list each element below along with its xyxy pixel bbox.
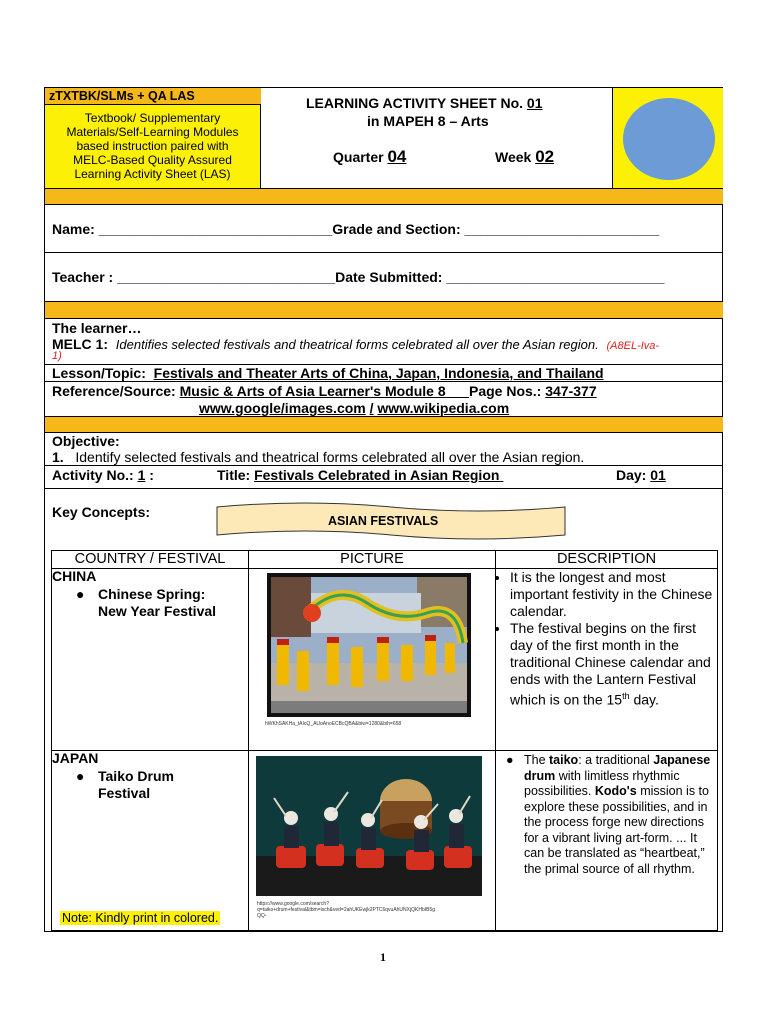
objective-text: Identify selected festivals and theatrical forms celebrated all over the Asian region. [75, 449, 585, 465]
description-bold: Japanese drum [524, 753, 711, 783]
link-separator: / [369, 400, 374, 416]
teacher-label: Teacher : [52, 269, 118, 285]
key-concepts-label: Key Concepts: [52, 504, 151, 520]
description-text: mission is to explore these possibilities, and in the process forge new directions for a vibrant living art-form. ... It can be translated as “heartbeat,” the primal source of all rhythm. [524, 784, 709, 876]
date-field[interactable]: ____________________________ [446, 269, 665, 285]
festival-table [51, 550, 718, 931]
festival-line: Festival [98, 785, 151, 801]
grade-field[interactable]: _________________________ [464, 221, 660, 237]
week-label: Week [495, 149, 536, 165]
header-title-box [261, 88, 612, 188]
day-label: Day: [616, 467, 647, 483]
quarter [333, 147, 406, 167]
source-desc-line: Learning Activity Sheet (LAS) [74, 167, 231, 181]
festival-line: Chinese Spring: [98, 586, 206, 602]
name-field[interactable]: ______________________________ [98, 221, 333, 237]
header-left-box [45, 88, 261, 188]
caption-line: https://www.google.com/search? [257, 901, 329, 907]
activity-title: Festivals Celebrated in Asian Region [254, 467, 500, 483]
activity-number: 1 [137, 467, 146, 483]
sheet-title-text: LEARNING ACTIVITY SHEET No. [306, 95, 527, 111]
melc-code: (A8EL-Iva- [606, 340, 660, 352]
reference-row [52, 383, 597, 399]
source-tag: zTXTBK/SLMs + QA LAS [45, 88, 261, 105]
description-cell [496, 569, 718, 751]
row-divider [45, 252, 723, 253]
melc-row [52, 336, 659, 352]
quarter-label: Quarter [333, 149, 388, 165]
reference-links [199, 400, 509, 416]
grade-label: Grade and Section: [332, 221, 465, 237]
lesson-label: Lesson/Topic: [52, 365, 146, 381]
description-list [496, 569, 717, 709]
sheet-subject: in MAPEH 8 – Arts [367, 113, 489, 129]
google-link[interactable]: www.google/images.com [199, 400, 366, 416]
source-desc-line: Materials/Self-Learning Modules [66, 125, 239, 139]
source-desc-line: MELC-Based Quality Assured [73, 153, 232, 167]
column-header: DESCRIPTION [496, 551, 718, 569]
quarter-value: 04 [387, 147, 407, 166]
objective-label: Objective: [52, 433, 120, 449]
description-bold: Kodo's [594, 784, 637, 798]
melc-label: MELC 1: [52, 336, 108, 352]
header-logo-box [612, 88, 723, 188]
week-value: 02 [535, 147, 555, 166]
name-row [52, 221, 659, 237]
source-desc-line: Textbook/ Supplementary [84, 111, 221, 125]
reference-label: Reference/Source: [52, 383, 176, 399]
logo-placeholder [623, 98, 715, 180]
table-row [52, 751, 718, 931]
week [495, 147, 554, 167]
wikipedia-link[interactable]: www.wikipedia.com [377, 400, 510, 416]
activity-title-label: Title: [217, 467, 251, 483]
banner-text: ASIAN FESTIVALS [328, 514, 439, 528]
source-description [45, 105, 260, 188]
name-label: Name: [52, 221, 99, 237]
chinese-new-year-photo [267, 573, 471, 717]
description-item [510, 620, 717, 709]
festival-name: ● Taiko Drum Festival [52, 768, 248, 802]
table-header-row [52, 551, 718, 569]
description-text: The festival begins on the first day of the first month in the traditional Chinese calendar and ends with the Lantern Festival which is on the 15 [510, 620, 711, 708]
print-note: Note: Kindly print in colored. [62, 911, 219, 925]
image-source-caption: hWKhSAKHa_tAIcQ_AUoAnoECBcQBA&biw=1280&bih=658 [265, 721, 402, 727]
row-divider [45, 488, 723, 489]
description-text: : a traditional [578, 753, 654, 767]
lesson-row [52, 365, 604, 381]
activity-number-row [52, 467, 154, 483]
picture-cell [249, 751, 496, 931]
melc-text: Identifies selected festivals and theatrical forms celebrated all over the Asian region. [115, 337, 599, 352]
festival-line: Taiko Drum [98, 768, 174, 784]
festival-name: ● Chinese Spring: New Year Festival [52, 586, 248, 620]
divider-band [45, 188, 723, 205]
page-numbers: 347-377 [545, 383, 597, 399]
divider-band [45, 301, 723, 319]
date-label: Date Submitted: [335, 269, 447, 285]
divider-band [45, 416, 723, 433]
melc-code-cont: 1) [52, 350, 62, 362]
caption-line: QQ- [257, 913, 267, 919]
lesson-value: Festivals and Theater Arts of China, Japan, Indonesia, and Thailand [153, 365, 604, 381]
activity-label: Activity No.: [52, 467, 134, 483]
description-item: ● The taiko: a traditional Japanese drum with limitless rhythmic possibilities. Kodo's mission is to explore these possibilities, and in the process forge new directions for a vibrant living art-form. ... It can be translated as “heartbeat,” the primal source of all rhythm. [506, 753, 711, 876]
teacher-field[interactable]: ____________________________ [117, 269, 336, 285]
column-header: PICTURE [249, 551, 496, 569]
superscript: th [622, 691, 630, 701]
learner-label: The learner… [52, 320, 142, 336]
picture-cell [249, 569, 496, 751]
description-text: with limitless rhythmic possibilities. [524, 768, 680, 798]
description-bold: taiko [549, 753, 579, 767]
source-desc-line: based instruction paired with [76, 139, 229, 153]
image-source-caption [257, 901, 435, 919]
objective-row [52, 449, 584, 465]
caption-line: q=taiko+drum+festival&tbm=isch&ved=2ahUKEwjk2PTC6qvuAhUNXjQKHbIB5g [257, 907, 436, 913]
page-label: Page Nos.: [468, 383, 542, 399]
activity-title-row [217, 467, 503, 483]
day-row [616, 467, 666, 483]
row-divider [45, 381, 723, 382]
sheet-title [306, 95, 542, 111]
festival-line: New Year Festival [98, 603, 217, 619]
country-name: JAPAN [52, 750, 99, 766]
teacher-row [52, 269, 664, 285]
row-divider [45, 465, 723, 466]
activity-colon: : [149, 467, 154, 483]
taiko-drum-photo [256, 756, 482, 896]
activity-sheet [44, 87, 723, 932]
day-value: 01 [650, 467, 666, 483]
objective-number: 1. [52, 449, 64, 465]
country-cell [52, 569, 249, 751]
sheet-number: 01 [526, 95, 543, 111]
country-name: CHINA [52, 568, 97, 584]
description-text: day. [629, 691, 659, 708]
table-row [52, 569, 718, 751]
country-cell [52, 751, 249, 931]
column-header: COUNTRY / FESTIVAL [52, 551, 249, 569]
description-item: • It is the longest and most important festivity in the Chinese calendar. [510, 569, 717, 620]
page-number: 1 [380, 950, 386, 964]
reference-value: Music & Arts of Asia Learner's Module 8 [179, 383, 446, 399]
description-text: The [524, 753, 550, 767]
description-cell [496, 751, 718, 931]
